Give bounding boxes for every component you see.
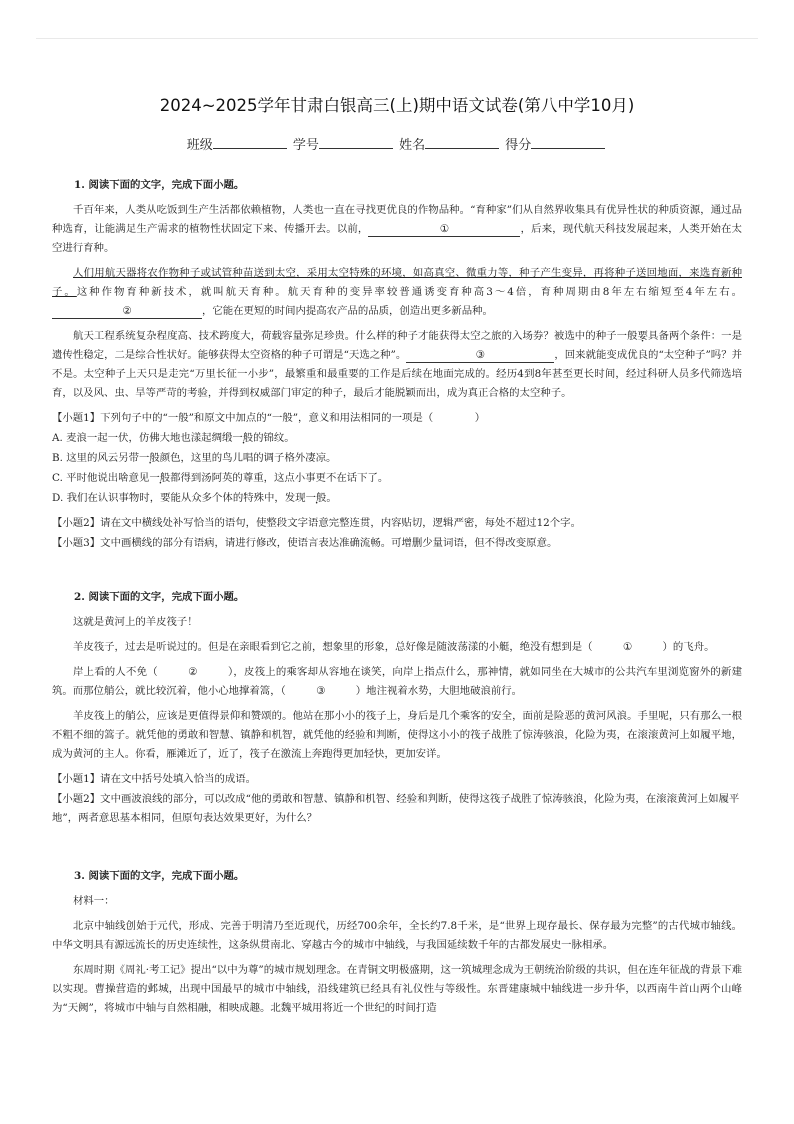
- s1-underlined-sentence: 人们用航天器将农作物种子或试管种苗送到太空，采用太空特殊的环境，如高真空、微重力等，种子产生变异，再将种子送回地面，来选育新种子。: [52, 267, 742, 298]
- number-label: 学号: [292, 138, 319, 153]
- s2-blank-1[interactable]: ①: [622, 641, 633, 653]
- section-1-heading: 1. 阅读下面的文字，完成下面小题。: [74, 179, 245, 191]
- student-info-row: [0, 134, 794, 153]
- option-d-dotted-word: 一般: [305, 492, 327, 504]
- option-b-dotted-word: 一般: [138, 452, 160, 464]
- s1-dotted-word: 一般: [616, 330, 638, 342]
- s2-p3-text-b: ），皮筏上的乘客却从容地在谈笑，向岸上指点什么，那神情，就如同坐在大城市的公共汽车里浏览窗外的新建筑。而那位艄公，就比较沉着，他小心地撑着篙，（: [52, 666, 743, 697]
- s1-question-3: 【小题3】文中画横线的部分有语病，请进行修改，使语言表达准确流畅。可增删少量词语，但不得改变原意。: [52, 537, 558, 549]
- option-d-text-b: 。: [326, 492, 337, 504]
- s1-question-1: 【小题1】下列句子中的“一般”和原文中加点的“一般”，意义和用法相同的一项是（ ）: [52, 412, 486, 424]
- option-b-text-b: 颜色，这里的鸟儿唱的调子格外凄凉。: [159, 452, 337, 464]
- option-c-dotted-word: 一般: [149, 472, 171, 484]
- s2-paragraph-2: [52, 638, 742, 657]
- s3-material-label: 材料一：: [73, 895, 115, 907]
- s1-blank-1[interactable]: ①: [368, 222, 520, 237]
- score-blank[interactable]: [531, 136, 605, 149]
- page-title: 2024~2025学年甘肃白银高三(上)期中语文试卷(第八中学10月): [159, 96, 635, 115]
- s1-p3-text-a: 航天工程系统复杂程度高、技术跨度大，荷载容量弥足珍贵。什么样的种子才能获得太空之旅的入场券？被选中的种子: [73, 330, 617, 342]
- s1-p3-text-c: ，回来就能变成优良的“太空种子”吗？并不是。太空种子上天只是走完“万里长征一小步”，最繁重和最重要的工作是后续在地面完成的。经历4到8年甚至更长时间，经过科研人员多代筛选培育，以及风、虫、旱等严苛的考验，并得到权威部门审定的种子，最后才能脱颖而出，成为真正合格的太空种子。: [52, 349, 743, 399]
- section-2-heading: 2. 阅读下面的文字，完成下面小题。: [74, 591, 245, 603]
- s2-p2-text-a: 羊皮筏子，过去是听说过的。但是在亲眼看到它之前，想象里的形象，总好像是随波荡漾的小艇，绝没有想到是（: [73, 641, 593, 653]
- option-c-text-b: 都得到汤阿英的尊重，这点小事更不在话下了。: [170, 472, 389, 484]
- option-a-text-b: 的锦纹。: [253, 432, 295, 444]
- number-blank[interactable]: [319, 136, 393, 149]
- s1-p3-text-b: 要具备两个条件：一是遗传性稳定，二是综合性状好。能够获得太空资格的种子可谓是“天选之种”。: [52, 330, 743, 361]
- s2-blank-3[interactable]: ③: [316, 685, 326, 697]
- option-d-text-a: D. 我们在认识事物时，要能从众多个体的特殊中，发现: [52, 492, 306, 504]
- section-3-heading: 3. 阅读下面的文字，完成下面小题。: [74, 870, 245, 882]
- s1-blank-2[interactable]: ②: [52, 304, 202, 319]
- s2-paragraph-1: 这就是黄河上的羊皮筏子！: [73, 616, 198, 628]
- class-blank[interactable]: [213, 136, 287, 149]
- s1-option-c[interactable]: [52, 469, 742, 488]
- s1-p2-text-a: 这种作物育种新技术，就叫航天育种。航天育种的变异率较普通诱变育种高3～4倍，育种周期由8年左右缩短至4年左右。: [76, 286, 742, 298]
- option-a-dotted-word: 一般: [232, 432, 254, 444]
- exam-content: [52, 176, 742, 1024]
- s1-paragraph-1: [52, 201, 742, 258]
- s1-p2-text-b: ，它能在更短的时间内提高农产品的品质，创造出更多新品种。: [202, 305, 493, 317]
- s2-p2-text-b: ）的飞舟。: [662, 641, 715, 653]
- top-divider: [36, 38, 758, 39]
- s1-paragraph-2: [52, 264, 742, 321]
- option-c-text-a: C. 平时他说出啥意见: [52, 472, 150, 484]
- s1-option-d[interactable]: [52, 489, 742, 508]
- s2-question-2: 【小题2】文中画波浪线的部分，可以改成“他的勇敢和智慧、镇静和机智、经验和判断，使得这筏子战胜了惊涛骇浪，化险为夷，在滚滚黄河上如履平地”，两者意思基本相同，但原句表达效果更好，为什么？: [52, 793, 740, 824]
- s2-p3-text-a: 岸上看的人不免（: [73, 666, 158, 678]
- score-label: 得分: [505, 138, 532, 153]
- s1-option-a[interactable]: [52, 429, 742, 448]
- s2-question-1: 【小题1】请在文中括号处填入恰当的成语。: [52, 773, 257, 785]
- s3-paragraph-2: 东周时期《周礼·考工记》提出“以中为尊”的城市规划理念。在青铜文明极盛期，这一筑城理念成为王朝统治阶级的共识，但在连年征战的背景下难以实现。曹操营造的邺城，出现中国最早的城市中轴线，沿线建筑已经具有礼仪性与等级性。东晋建康城中轴线进一步升华，以西南牛首山两个山峰为“天阙”，将城市中轴与自然相融，相映成趣。北魏平城用将近一个世纪的时间打造: [52, 964, 742, 1014]
- class-label: 班级: [186, 138, 213, 153]
- s1-paragraph-3: [52, 327, 742, 403]
- s2-paragraph-4: 羊皮筏上的艄公，应该是更值得景仰和赞颂的。他站在那小小的筏子上，身后是几个乘客的安全，面前是险恶的黄河风浪。手里呢，只有那么一根不粗不细的篙子。就凭他的勇敢和智慧、镇静和机智，就凭他的经验和判断，使得这小小的筏子战胜了惊涛骇浪，化险为夷，在滚滚黄河上如履平地，成为黄河的主人。你看，雁滩近了，近了，筏子在激流上奔跑得更加轻快，更加安详。: [52, 710, 742, 760]
- s1-blank-3[interactable]: ③: [406, 348, 554, 363]
- s2-p3-text-c: ）地注视着水势，大胆地破浪前行。: [355, 685, 523, 697]
- s1-p1-text-b: ，后来，现代航天科技发展起来，人类开始在太空进行育种。: [52, 223, 742, 254]
- s1-p1-text-a: 千百年来，人类从吃饭到生产生活都依赖植物，人类也一直在寻找更优良的作物品种。“育种家”们从自然界收集具有优异性状的种质资源，通过品种选育，让能满足生产需求的植物性状固定下来、传播开去。以前，: [52, 204, 742, 235]
- s2-blank-2[interactable]: ②: [188, 666, 198, 678]
- s3-paragraph-1: 北京中轴线创始于元代，形成、完善于明清乃至近现代，历经700余年，全长约7.8千米，是“世界上现存最长、保存最为完整”的古代城市轴线。中华文明具有源远流长的历史连续性，这条纵贯南北、穿越古今的城市中轴线，与我国延续数千年的古都发展史一脉相承。: [52, 920, 742, 951]
- s1-option-b[interactable]: [52, 449, 742, 468]
- option-b-text-a: B. 这里的风云另带: [52, 452, 139, 464]
- s1-question-2: 【小题2】请在文中横线处补写恰当的语句，使整段文字语意完整连贯，内容贴切，逻辑严密，每处不超过12个字。: [52, 517, 581, 529]
- s2-paragraph-3: [52, 663, 742, 701]
- name-label: 姓名: [399, 138, 426, 153]
- name-blank[interactable]: [425, 136, 499, 149]
- option-a-text-a: A. 麦浪一起一伏，仿佛大地也漾起绸缎: [52, 432, 233, 444]
